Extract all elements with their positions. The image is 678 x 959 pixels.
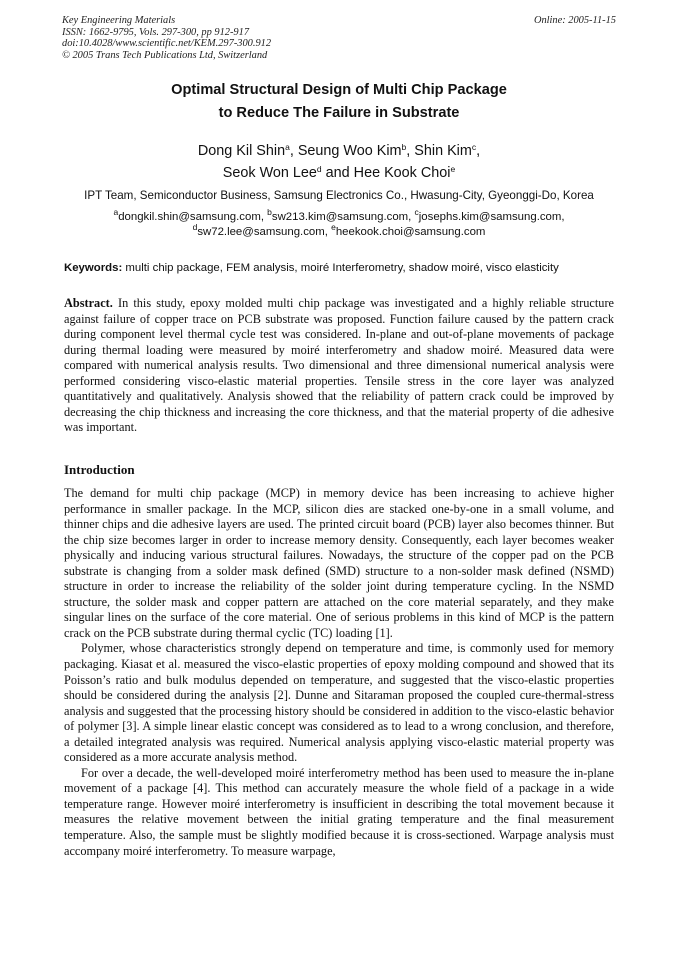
introduction-body (64, 486, 614, 859)
journal-copyright: © 2005 Trans Tech Publications Ltd, Switzerland (62, 49, 268, 61)
paragraph: The demand for multi chip package (MCP) in memory device has been increasing to achieve higher performance in smaller package. In the MCP, silicon dies are stacked one-by-one in a small volume, and thinner chips and die adhesive layers are used. The printed circuit board (PCB) layer also becomes thinner. But the chip size becomes larger in order to increase memory density. Consequently, each layer becomes weaker physically and inducing various structural failures. Nowadays, the structure of the copper pad on the PCB substrate is changing from a solder mask defined (SMD) structure to a non-solder mask defined (NSMD) structure in order to increase the reliability of the solder joint during temperature cycling. In the NSMD structure, the solder mask and copper pattern are attached on the core material separately, and they make singular lines on the surface of the core material. One of serious problems in this kind of MCP is the pattern crack on the PCB substrate during thermal cyclic (TC) loading [1]. (64, 486, 614, 640)
author-line-1: Dong Kil Shin$^a$, Seung Woo Kim$^b$, Shin Kim$^c$, (197, 142, 481, 159)
abstract-label: Abstract. (64, 296, 113, 310)
abstract-text: In this study, epoxy molded multi chip package was investigated and a highly reliable structure against failure of copper trace on PCB substrate was proposed. Function failure caused by the pattern crack during component level thermal cycle test was considered. In-plane and out-of-plane movements of package during thermal loading were measured by moiré interferometry and shadow moiré. Measured data were compared with numerical analysis results. Two dimensional and three dimensional numerical analysis were performed considering visco-elastic material properties. Tensile stress in the core layer was analyzed quantitatively and qualitatively. Analysis showed that the reliability of pattern crack could be improved by decreasing the chip thickness and increasing the core thickness, and that the material property of die adhesive was important. (64, 296, 614, 434)
online-date: Online: 2005-11-15 (533, 15, 616, 26)
author-list (0, 140, 678, 184)
journal-doi[interactable]: doi:10.4028/www.scientific.net/KEM.297-300.912 (62, 38, 272, 50)
email-mark: c (414, 207, 419, 217)
author-name: Dong Kil Shin (197, 143, 286, 159)
email-link[interactable]: josephs.kim@samsung.com (418, 211, 562, 223)
author-mark: d (316, 164, 322, 174)
paper-title (0, 79, 678, 125)
abstract (64, 296, 614, 436)
paragraph: For over a decade, the well-developed moiré interferometry method has been used to measure the in-plane movement of a package [4]. This method can accurately measure the whole field of a package in a wide temperature range. However moiré interferometry is insufficient in describing the total movement because it measures the relative movement between the initial grating temperature and the final measurement temperature. Also, the sample must be slightly modified because it is cross-sectioned. Warpage analysis must accompany moiré interferometry. To measure warpage, (64, 765, 614, 858)
email-mark: e (331, 221, 336, 232)
journal-name: Key Engineering Materials (62, 15, 176, 26)
email-list (0, 207, 678, 239)
email-link[interactable]: sw213.kim@samsung.com (271, 211, 409, 223)
journal-header (62, 15, 271, 61)
author-name: Hee Kook Choi (353, 165, 451, 181)
author-name: Shin Kim (414, 143, 472, 159)
author-mark: a (285, 142, 290, 152)
author-name: Seung Woo Kim (297, 143, 402, 159)
email-link[interactable]: sw72.lee@samsung.com (197, 225, 325, 238)
keywords (64, 261, 624, 275)
email-link[interactable]: dongkil.shin@samsung.com (118, 211, 261, 223)
paragraph: Polymer, whose characteristics strongly depend on temperature and time, is commonly used for memory packaging. Kiasat et al. measured the visco-elastic properties of epoxy molding compound and showed that its Poisson’s ratio and bulk modulus depended on temperature, and suggested that the visco-elastic properties should be considered during the analysis [2]. Dunne and Sitaraman proposed the coupled cure-thermal-stress analysis and suggested that the processing history should be considered in addition to the visco-elastic behavior of polymer [3]. A simple linear elastic concept was considered as to lead to a wrong conclusion, and therefore, a detailed integrated analysis was required. Numerical analysis applying visco-elastic material property was considered as a more accurate analysis method. (64, 641, 614, 765)
author-line-2: Seok Won Lee$^d$ and Hee Kook Choi$^e$ (222, 164, 456, 181)
email-mark: a (113, 207, 119, 217)
author-mark: c (471, 142, 477, 152)
keywords-text: multi chip package, FEM analysis, moiré Interferometry, shadow moiré, visco elasticity (125, 262, 559, 274)
email-line-2: $^d$sw72.lee@samsung.com, $^e$heekook.choi@samsung.com (192, 221, 486, 238)
journal-issn: ISSN: 1662-9795, Vols. 297-300, pp 912-917 (62, 26, 250, 38)
title-line-1: Optimal Structural Design of Multi Chip Package (171, 82, 507, 98)
email-link[interactable]: heekook.choi@samsung.com (335, 225, 486, 238)
affiliation: IPT Team, Semiconductor Business, Samsung Electronics Co., Hwasung-City, Gyeonggi-Do, Korea (84, 189, 594, 202)
author-mark: e (450, 164, 456, 174)
author-name: Seok Won Lee (222, 165, 317, 181)
title-line-2: to Reduce The Failure in Substrate (218, 105, 460, 121)
section-heading-introduction: Introduction (64, 462, 135, 477)
author-mark: b (401, 142, 407, 152)
email-mark: b (267, 207, 272, 217)
email-mark: d (192, 221, 198, 232)
keywords-label: Keywords: (64, 262, 123, 274)
email-line-1: $^a$dongkil.shin@samsung.com, $^b$sw213.kim@samsung.com, $^c$josephs.kim@samsung.com, (113, 207, 565, 223)
